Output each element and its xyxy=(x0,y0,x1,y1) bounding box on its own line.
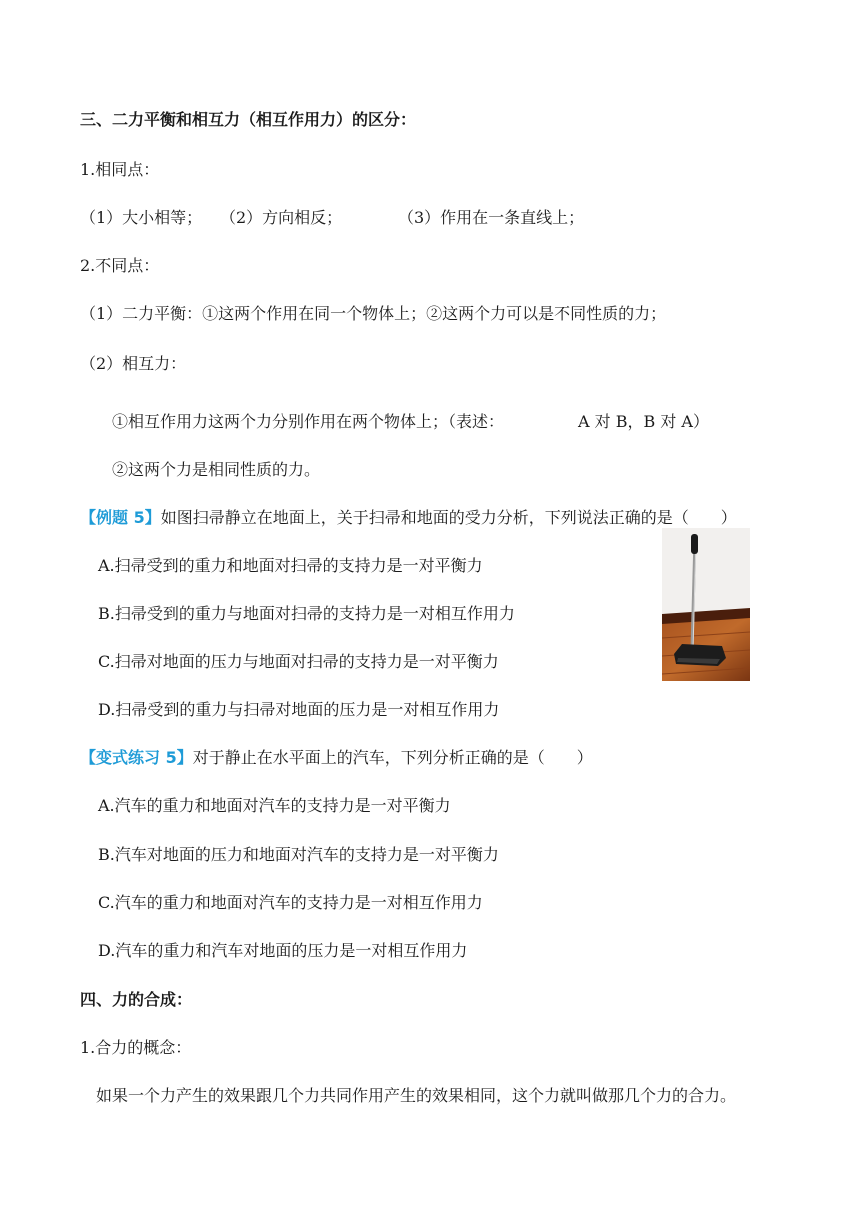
practice-5-option-b: B.汽车对地面的压力和地面对汽车的支持力是一对平衡力 xyxy=(98,845,499,864)
example-5-option-a: A.扫帚受到的重力和地面对扫帚的支持力是一对平衡力 xyxy=(98,556,483,575)
different-item-2a: ①相互作用力这两个力分别作用在两个物体上；（表述： xyxy=(112,412,505,431)
example-5-option-b: B.扫帚受到的重力与地面对扫帚的支持力是一对相互作用力 xyxy=(98,604,515,623)
similar-item-1: （1）大小相等； xyxy=(80,208,203,227)
example-5-option-c: C.扫帚对地面的压力与地面对扫帚的支持力是一对平衡力 xyxy=(98,652,499,671)
section-4-heading: 四、力的合成： xyxy=(80,990,193,1009)
resultant-force-concept-text: 如果一个力产生的效果跟几个力共同作用产生的效果相同，这个力就叫做那几个力的合力。 xyxy=(96,1086,737,1105)
practice-5-question-line xyxy=(80,748,593,768)
practice-5-question: 对于静止在水平面上的汽车，下列分析正确的是（ ） xyxy=(192,748,593,767)
practice-5-tag: 【变式练习 5】 xyxy=(80,748,193,767)
different-item-2b: ②这两个力是相同性质的力。 xyxy=(112,460,321,479)
different-item-1: （1）二力平衡：①这两个作用在同一个物体上；②这两个力可以是不同性质的力； xyxy=(80,304,667,323)
different-item-2-title: （2）相互力： xyxy=(80,354,187,373)
similar-points-title: 1.相同点： xyxy=(80,160,160,179)
practice-5-option-d: D.汽车的重力和汽车对地面的压力是一对相互作用力 xyxy=(98,941,468,960)
section-3-heading: 三、二力平衡和相互力（相互作用力）的区分： xyxy=(80,110,417,129)
broom-photo xyxy=(662,528,750,681)
practice-5-option-c: C.汽车的重力和地面对汽车的支持力是一对相互作用力 xyxy=(98,893,483,912)
example-5-tag: 【例题 5】 xyxy=(80,508,161,527)
practice-5-option-a: A.汽车的重力和地面对汽车的支持力是一对平衡力 xyxy=(98,796,451,815)
resultant-force-concept-title: 1.合力的概念： xyxy=(80,1038,192,1057)
different-item-2a-note: A 对 B，B 对 A） xyxy=(578,412,709,431)
example-5-question: 如图扫帚静立在地面上，关于扫帚和地面的受力分析，下列说法正确的是（ ） xyxy=(160,508,737,527)
example-5-option-d: D.扫帚受到的重力与扫帚对地面的压力是一对相互作用力 xyxy=(98,700,500,719)
different-points-title: 2.不同点： xyxy=(80,256,160,275)
similar-item-3: （3）作用在一条直线上； xyxy=(398,208,585,227)
example-5-question-line xyxy=(80,508,737,528)
similar-item-2: （2）方向相反； xyxy=(220,208,343,227)
